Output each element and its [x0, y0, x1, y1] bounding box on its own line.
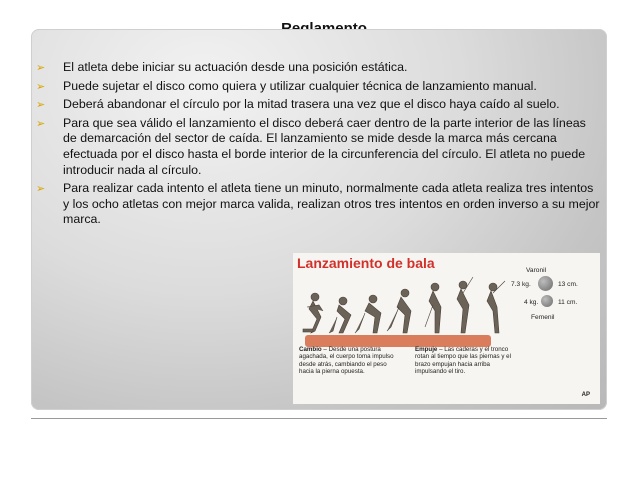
athlete-figure-6 — [457, 277, 473, 333]
cambio-heading: Cambio — [299, 346, 322, 353]
shot-ball-female-icon — [541, 295, 553, 307]
athlete-figure-2 — [329, 297, 351, 333]
athlete-figure-4 — [387, 289, 411, 333]
cambio-caption — [299, 346, 403, 376]
arrow-bullet-icon: ➢ — [36, 80, 46, 93]
arrow-bullet-icon: ➢ — [36, 183, 46, 196]
empuje-heading: Empuje — [415, 346, 438, 353]
bottom-divider — [31, 418, 607, 419]
arrow-bullet-icon: ➢ — [36, 62, 46, 74]
female-weight-label: 4 kg. — [524, 299, 539, 306]
empuje-caption — [415, 346, 519, 376]
arrow-bullet-icon: ➢ — [36, 117, 46, 130]
list-item — [36, 60, 602, 76]
bullet-text: El atleta debe iniciar su actuación desde una posición estática. — [63, 60, 408, 74]
athlete-figure-7 — [487, 281, 505, 333]
list-item — [36, 97, 602, 113]
empuje-text: – Las caderas y el tronco rotan al tiempo que las piernas y el brazo empujan hacia arriba impulsando el tiro. — [415, 346, 511, 376]
male-weight-label: 7.3 kg. — [511, 281, 531, 288]
female-diameter-label: 11 cm. — [558, 299, 578, 306]
image-credit: AP — [581, 392, 590, 398]
varonil-label: Varonil — [526, 267, 547, 274]
bullet-list — [36, 60, 602, 231]
list-item — [36, 79, 602, 95]
athlete-figure-1 — [303, 293, 323, 333]
shot-put-illustration — [293, 253, 600, 404]
femenil-label: Femenil — [531, 314, 555, 321]
cambio-text: – Desde una postura agachada, el cuerpo toma impulso desde atrás, cambiando el peso hacia la pierna opuesta. — [299, 346, 394, 376]
bullet-text: Deberá abandonar el círculo por la mitad trasera una vez que el disco haya caído al suelo. — [63, 97, 560, 112]
athlete-figure-5 — [425, 283, 441, 333]
bullet-text: Puede sujetar el disco como quiera y utilizar cualquier técnica de lanzamiento manual. — [63, 78, 537, 93]
list-item — [36, 181, 602, 228]
bullet-text: Para que sea válido el lanzamiento el disco deberá caer dentro de la parte interior de las líneas de demarcación del sector de caída. El lanzamiento se mide desde la marca más cercana efectuada por el disco hasta el borde interior de la circunferencia del círculo. El atleta no puede introducir nada al círculo. — [63, 115, 586, 177]
bullet-text: Para realizar cada intento el atleta tiene un minuto, normalmente cada atleta realiza tres intentos y los ocho atletas con mejor marca valida, realizan otros tres intentos en orden inverso a su mejor marca. — [63, 181, 600, 227]
athlete-figure-3 — [355, 295, 381, 333]
athlete-sequence-icon — [293, 271, 513, 351]
list-item — [36, 116, 602, 178]
shot-ball-male-icon — [538, 276, 553, 291]
figure-title: Lanzamiento de bala — [297, 255, 435, 271]
male-diameter-label: 13 cm. — [558, 281, 578, 288]
arrow-bullet-icon: ➢ — [36, 99, 46, 112]
